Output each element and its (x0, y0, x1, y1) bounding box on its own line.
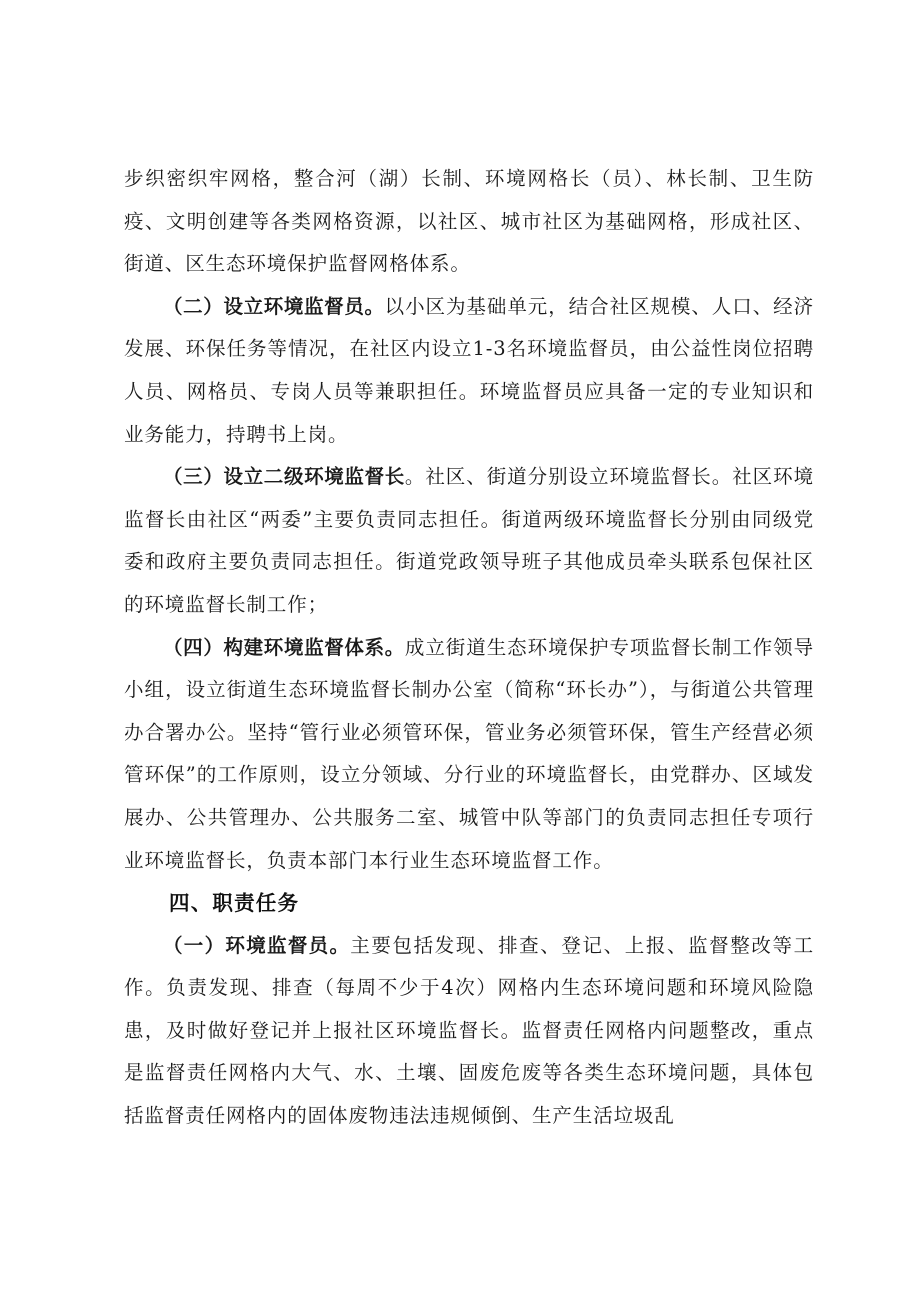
paragraph-lead: （二）设立环境监督员。 (163, 294, 385, 318)
paragraph-lead: （一）环境监督员。 (163, 933, 351, 957)
paragraph-text: 主要包括发现、排查、登记、上报、监督整改等工作。负责发现、排查（每周不少于4次）网格内生态环境问题和环境风险隐患，及时做好登记并上报社区环境监督长。监督责任网格内问题整改，重点是监督责任网格内大气、水、土壤、固废危废等各类生态环境问题，具体包括监督责任网格内的固体废物违法违规倾倒、生产生活垃圾乱 (124, 933, 814, 1128)
paragraph-lead: （四）构建环境监督体系。 (163, 635, 405, 659)
paragraph-grid-system (124, 158, 814, 286)
document-body (124, 158, 814, 1138)
paragraph-supervision-system (124, 627, 814, 883)
paragraph-supervisor-duties (124, 925, 814, 1138)
paragraph-environment-supervisor (124, 286, 814, 456)
section-heading-duties: 四、职责任务 (169, 891, 300, 916)
paragraph-lead: （三）设立二级环境监督长 (163, 465, 405, 489)
paragraph-text: 以小区为基础单元，结合社区规模、人口、经济发展、环保任务等情况，在社区内设立1-3名环境监督员，由公益性岗位招聘人员、网格员、专岗人员等兼职担任。环境监督员应具备一定的专业知识和业务能力，持聘书上岗。 (124, 294, 814, 446)
paragraph-two-level-supervisor-chief (124, 456, 814, 626)
paragraph-text: 步织密织牢网格，整合河（湖）长制、环境网格长（员）、林长制、卫生防疫、文明创建等各类网格资源，以社区、城市社区为基础网格，形成社区、街道、区生态环境保护监督网格体系。 (124, 167, 814, 276)
paragraph-text: 成立街道生态环境保护专项监督长制工作领导小组，设立街道生态环境监督长制办公室（简称“环长办”），与街道公共管理办合署办公。坚持“管行业必须管环保，管业务必须管环保，管生产经营必须管环保”的工作原则，设立分领域、分行业的环境监督长，由党群办、区域发展办、公共管理办、公共服务二室、城管中队等部门的负责同志担任专项行业环境监督长，负责本部门本行业生态环境监督工作。 (124, 635, 814, 872)
paragraph-text: 。社区、街道分别设立环境监督长。社区环境监督长由社区“两委”主要负责同志担任。街道两级环境监督长分别由同级党委和政府主要负责同志担任。街道党政领导班子其他成员牵头联系包保社区的环境监督长制工作； (124, 465, 814, 616)
